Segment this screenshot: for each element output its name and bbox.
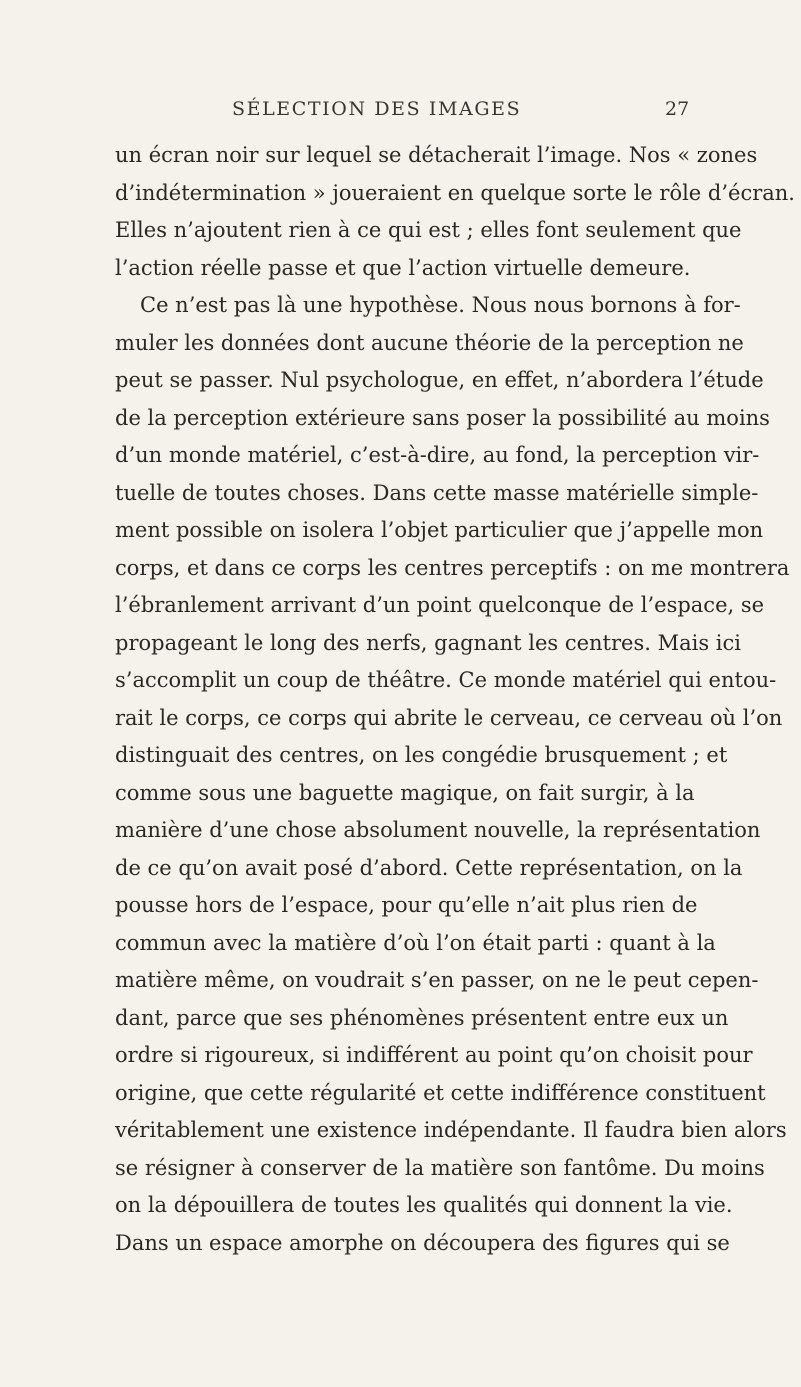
text-line: comme sous une baguette magique, on fait surgir, à la — [115, 780, 695, 805]
text-line: véritablement une existence indépendante. Il faudra bien alors — [115, 1118, 787, 1142]
text-line: de la perception extérieure sans poser la possibilité au moins — [115, 405, 770, 430]
text-line: commun avec la matière d’où l’on était parti : quant à la — [115, 930, 716, 955]
paragraph-start-line: Ce n’est pas là une hypothèse. Nous nous bornons à for- — [140, 293, 741, 317]
body-text — [115, 137, 795, 1262]
text-line: Dans un espace amorphe on découpera des figures qui se — [115, 1230, 730, 1255]
text-line: s’accomplit un coup de théâtre. Ce monde matériel qui entou- — [115, 668, 777, 692]
text-line: de ce qu’on avait posé d’abord. Cette représentation, on la — [115, 855, 743, 880]
text-line: Elles n’ajoutent rien à ce qui est ; elles font seulement que — [115, 218, 742, 242]
text-line: se résigner à conserver de la matière son fantôme. Du moins — [115, 1155, 765, 1180]
text-line: ment possible on isolera l’objet particulier que j’appelle mon — [115, 518, 764, 542]
text-line: dant, parce que ses phénomènes présentent entre eux un — [115, 1005, 729, 1030]
running-head — [0, 98, 801, 128]
text-line: pousse hors de l’espace, pour qu’elle n’ait plus rien de — [115, 893, 698, 917]
running-title: SÉLECTION DES IMAGES — [232, 98, 522, 120]
text-line: rait le corps, ce corps qui abrite le cerveau, ce cerveau où l’on — [115, 705, 783, 730]
text-line: ordre si rigoureux, si indifférent au point qu’on choisit pour — [115, 1043, 753, 1067]
text-line: origine, que cette régularité et cette indifférence constituent — [115, 1080, 766, 1105]
text-line: l’ébranlement arrivant d’un point quelconque de l’espace, se — [115, 593, 765, 617]
text-line: muler les données dont aucune théorie de la perception ne — [115, 330, 744, 355]
text-line: matière même, on voudrait s’en passer, on ne le peut cepen- — [115, 968, 759, 992]
page-number: 27 — [665, 98, 690, 120]
text-line: corps, et dans ce corps les centres perceptifs : on me montrera — [115, 555, 790, 580]
text-line: propageant le long des nerfs, gagnant les centres. Mais ici — [115, 630, 741, 655]
text-line: un écran noir sur lequel se détacherait l’image. Nos « zones — [115, 143, 758, 167]
text-line: distinguait des centres, on les congédie brusquement ; et — [115, 743, 728, 767]
text-line: manière d’une chose absolument nouvelle, la représentation — [115, 818, 761, 842]
text-line: l’action réelle passe et que l’action virtuelle demeure. — [115, 255, 691, 280]
text-line: d’indétermination » joueraient en quelque sorte le rôle d’écran. — [115, 180, 795, 205]
text-line: on la dépouillera de toutes les qualités qui donnent la vie. — [115, 1193, 733, 1217]
text-line: d’un monde matériel, c’est-à-dire, au fond, la perception vir- — [115, 443, 760, 467]
text-line: tuelle de toutes choses. Dans cette masse matérielle simple- — [115, 480, 759, 505]
text-line: peut se passer. Nul psychologue, en effet, n’abordera l’étude — [115, 368, 764, 392]
